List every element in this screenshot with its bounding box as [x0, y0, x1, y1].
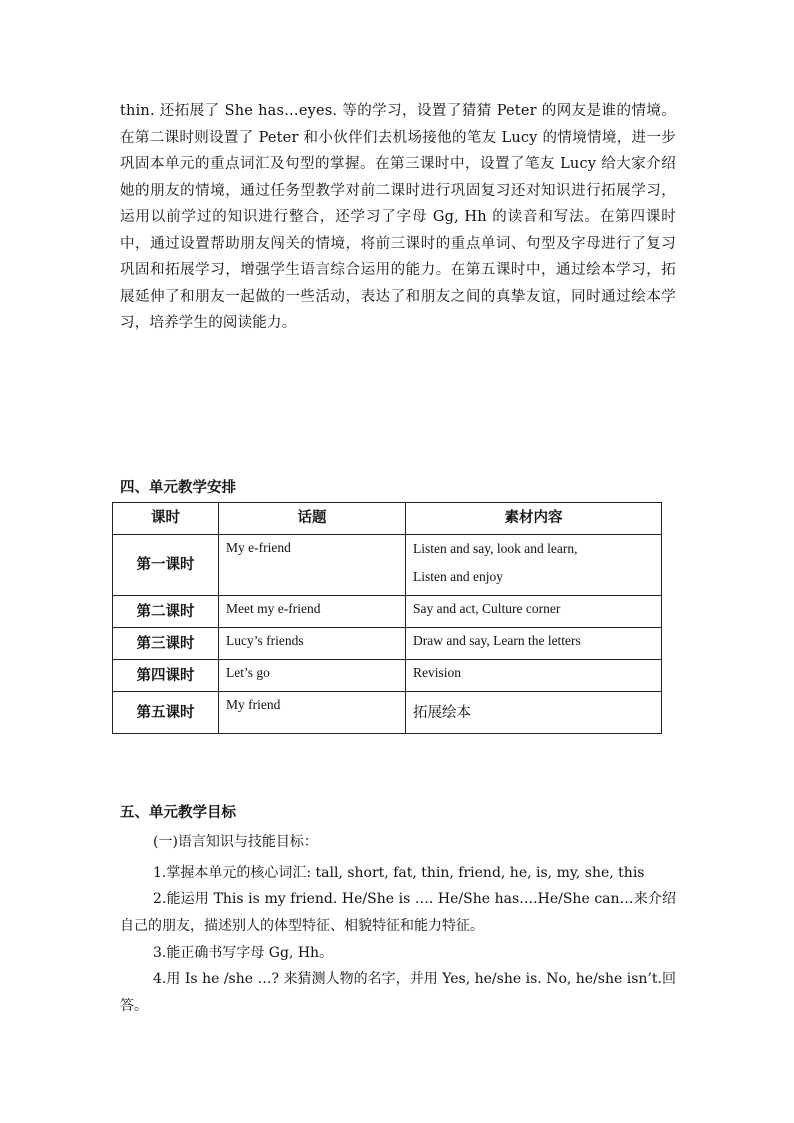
topic-cell: Meet my e-friend	[219, 596, 406, 628]
column-header-lesson: 课时	[113, 503, 219, 535]
column-header-topic: 话题	[219, 503, 406, 535]
goal-item: 4.用 Is he /she …? 来猜测人物的名字，并用 Yes, he/she is. No, he/she isn’t.回答。	[120, 971, 676, 1014]
content-line: Listen and say, look and learn,	[413, 541, 578, 556]
table-row	[113, 596, 662, 628]
lesson-cell: 第五课时	[113, 692, 219, 734]
goal-item: 3.能正确书写字母 Gg, Hh。	[153, 945, 334, 961]
intro-paragraph: thin. 还拓展了 She has…eyes. 等的学习，设置了猜猜 Peter 的网友是谁的情境。在第二课时则设置了 Peter 和小伙伴们去机场接他的笔友 Lucy 的情境情境，进一步巩固本单元的重点词汇及句型的掌握。在第三课时中，设置了笔友 Lucy 给大家介绍她的朋友的情境，通过任务型教学对前二课时进行巩固复习还对知识进行拓展学习，运用以前学过的知识进行整合，还学习了字母 Gg, Hh 的读音和写法。在第四课时中，通过设置帮助朋友闯关的情境，将前三课时的重点单词、句型及字母进行了复习巩固和拓展学习，增强学生语言综合运用的能力。在第五课时中，通过绘本学习，拓展延伸了和朋友一起做的一些活动，表达了和朋友之间的真挚友谊，同时通过绘本学习，培养学生的阅读能力。	[120, 103, 676, 331]
lesson-cell: 第三课时	[113, 628, 219, 660]
content-cell: 拓展绘本	[406, 692, 662, 734]
column-header-content: 素材内容	[406, 503, 662, 535]
topic-cell: Lucy’s friends	[219, 628, 406, 660]
section-heading-goals: 五、单元教学目标	[120, 805, 236, 821]
content-line: Listen and enjoy	[413, 569, 503, 584]
goal-item: 1.掌握本单元的核心词汇: tall, short, fat, thin, friend, he, is, my, she, this	[153, 865, 645, 881]
lesson-cell: 第二课时	[113, 596, 219, 628]
goal-subheading: (一)语言知识与技能目标：	[153, 834, 318, 850]
content-cell: Revision	[406, 660, 662, 692]
lesson-cell: 第一课时	[113, 535, 219, 596]
table-row	[113, 692, 662, 734]
lesson-cell: 第四课时	[113, 660, 219, 692]
table-row	[113, 660, 662, 692]
topic-cell: Let’s go	[219, 660, 406, 692]
content-cell: Say and act, Culture corner	[406, 596, 662, 628]
topic-cell: My friend	[219, 692, 406, 734]
section-heading-schedule: 四、单元教学安排	[120, 480, 236, 496]
table-header-row	[113, 503, 662, 535]
table-row	[113, 628, 662, 660]
schedule-table	[112, 502, 662, 734]
table-row	[113, 535, 662, 596]
content-cell: Draw and say, Learn the letters	[406, 628, 662, 660]
topic-cell: My e-friend	[219, 535, 406, 596]
content-cell	[406, 535, 662, 596]
goal-item: 2.能运用 This is my friend. He/She is …. He/She has….He/She can…来介绍自己的朋友，描述别人的体型特征、相貌特征和能力特征。	[120, 891, 676, 934]
